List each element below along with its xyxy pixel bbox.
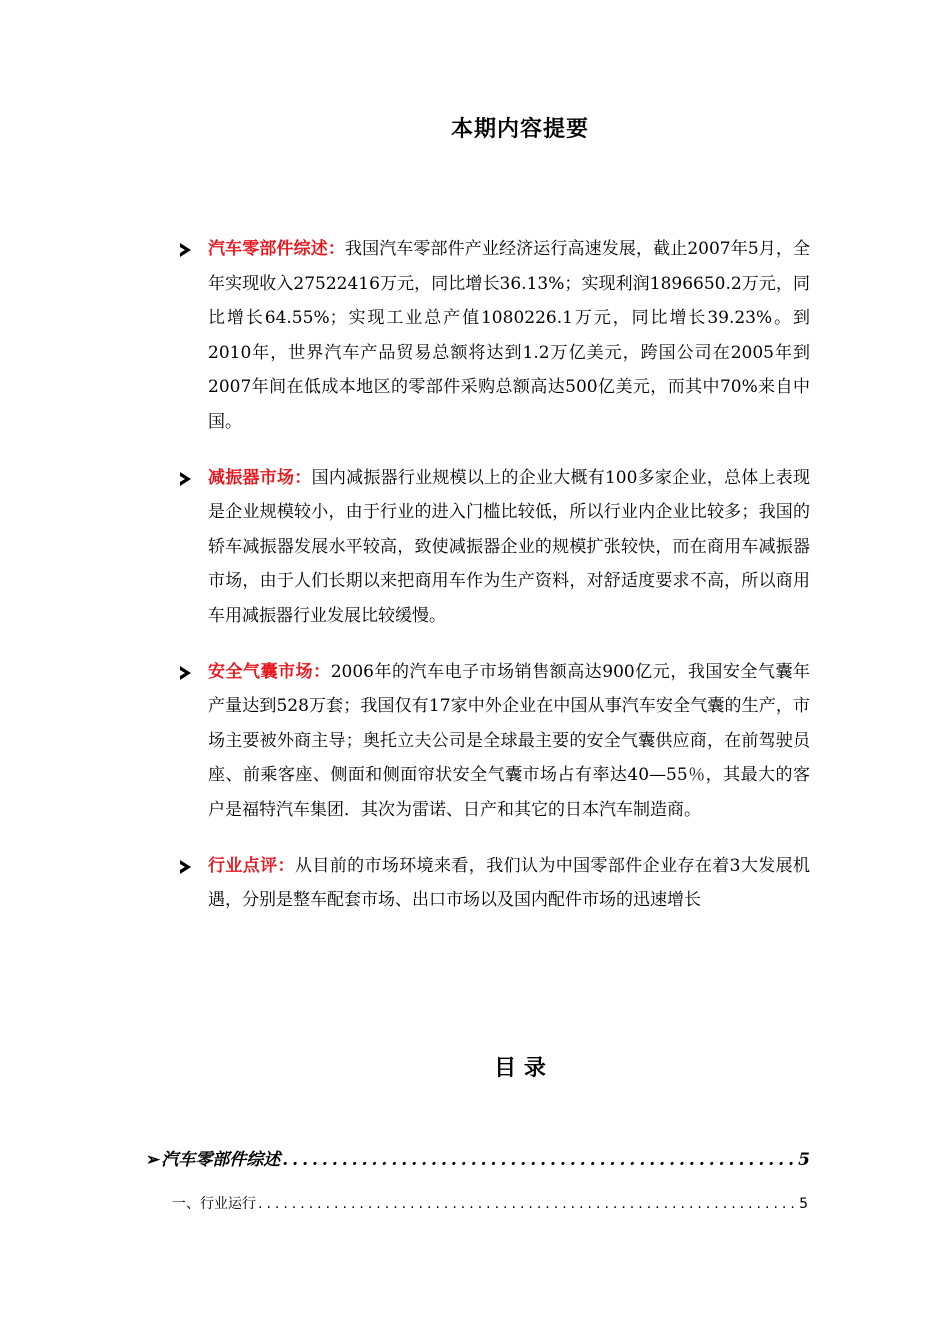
toc-entry-label: 汽车零部件综述 xyxy=(161,1150,281,1170)
summary-heading: 减振器市场： xyxy=(208,467,312,488)
summary-item-auto-parts xyxy=(180,232,810,440)
summary-text: 从目前的市场环境来看，我们认为中国零部件企业存在着3大发展机遇，分别是整车配套市场、出口市场以及国内配件市场的迅速增长 xyxy=(208,855,810,911)
summary-list xyxy=(180,232,810,939)
summary-item-airbag xyxy=(180,655,810,828)
toc-entry-auto-parts[interactable] xyxy=(146,1145,810,1170)
toc-arrow-icon: ➢ xyxy=(146,1150,161,1170)
toc-dot-leader xyxy=(258,1196,795,1212)
toc-dot-leader xyxy=(282,1150,794,1170)
page-title: 本期内容提要 xyxy=(450,117,589,142)
summary-item-shock-absorber xyxy=(180,461,810,634)
toc-entry-industry-operation[interactable] xyxy=(172,1193,808,1213)
summary-text: 我国汽车零部件产业经济运行高速发展，截止2007年5月，全年实现收入27522416万元，同比增长36.13%；实现利润1896650.2万元，同比增长64.55%；实现工业总产值1080226.1万元，同比增长39.23%。到2010年，世界汽车产品贸易总额将达到1.2万亿美元，跨国公司在2005年到2007年间在低成本地区的零部件采购总额高达500亿美元，而其中70%来自中国。 xyxy=(208,239,810,432)
summary-text: 2006年的汽车电子市场销售额高达900亿元，我国安全气囊年产量达到528万套；我国仅有17家中外企业在中国从事汽车安全气囊的生产，市场主要被外商主导；奥托立夫公司是全球最主要的安全气囊供应商，在前驾驶员座、前乘客座、侧面和侧面帘状安全气囊市场占有率达40—55％，其最大的客户是福特汽车集团．其次为雷诺、日产和其它的日本汽车制造商。 xyxy=(208,661,811,820)
toc-page-number: 5 xyxy=(798,1150,810,1170)
toc-entry-label: 一、行业运行 xyxy=(172,1196,256,1212)
summary-text: 国内减振器行业规模以上的企业大概有100多家企业，总体上表现是企业规模较小，由于行业的进入门槛比较低，所以行业内企业比较多；我国的轿车减振器发展水平较高，致使减振器企业的规模扩张较快，而在商用车减振器市场，由于人们长期以来把商用车作为生产资料，对舒适度要求不高，所以商用车用减振器行业发展比较缓慢。 xyxy=(208,467,811,626)
summary-heading: 行业点评： xyxy=(208,855,295,876)
summary-item-industry-review xyxy=(180,849,810,918)
arrowhead-bullet-icon xyxy=(180,243,191,257)
arrowhead-bullet-icon xyxy=(180,666,191,680)
summary-heading: 汽车零部件综述： xyxy=(208,239,345,259)
arrowhead-bullet-icon xyxy=(180,860,191,874)
arrowhead-bullet-icon xyxy=(180,472,191,486)
toc-page-number: 5 xyxy=(799,1196,808,1212)
summary-heading: 安全气囊市场： xyxy=(208,661,331,682)
toc-title: 目 录 xyxy=(494,1056,546,1081)
